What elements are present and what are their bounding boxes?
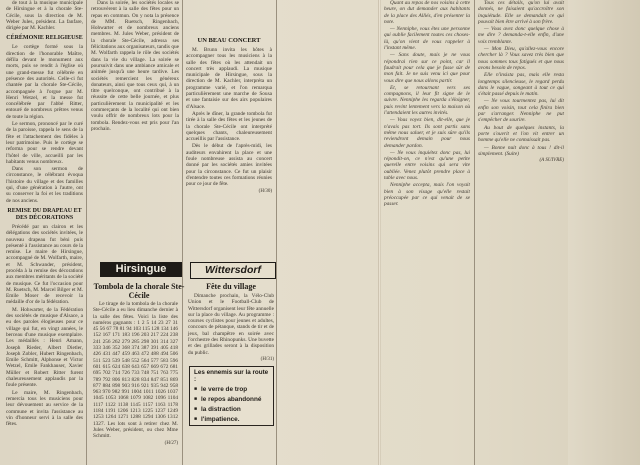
paragraph: M. Brunn invita les hôtes à accompagner tous les musiciens à la salle des fêtes où les attendait un concert très applaudi. La musique municipale de Hirsingue, sous la direction de M. Kachler, interpréta un programme varié, et l'on remarqua particulièrement une marche de Sousa et une fantaisie sur des airs populaires d'Alsace. (186, 47, 272, 110)
road-safety-box (189, 366, 274, 426)
page-fold (378, 0, 381, 465)
paragraph: — Mon Dieu, qu'allez-vous encore chercher là ? Vous savez très bien que nous sommes tous fatigués et que nous avons besoin de repos. (478, 46, 564, 71)
column-divider (86, 0, 87, 465)
paragraph: Tous ces détails, qu'on lui avait donnés, ne faisaient qu'accroître son inquiétude. Elle se demandait ce qui pouvait bien être arrivé à son frère. (478, 0, 564, 25)
list-item: ■ le repos abandonné (194, 395, 273, 405)
paragraph: Le maire, M. Ringenbach, remercia tous les musiciens pour leur dévouement au service de la commune et invita l'assistance au vin d'honneur servi à la salle des fêtes. (6, 389, 83, 428)
hirsingue-banner: Hirsingue (100, 262, 182, 277)
paragraph: M. Hohwarter, de la Fédération des sociétés de musique d'Alsace, a eu des paroles élogieuses pour ce village qui fut, en vingt années, le berceau d'une musique exemplaire. Les médaillés : Henri Amann, Joseph Rieder, Albert Dietler, Joseph Zobler, Hubert Ringenbach, Emile Schmitt, Alphonse et Victor Wetzel, Emile Fankhauser, Xavier Müller et Robert Ritter furent chaleureusement applaudis par la foule présente. (6, 306, 83, 389)
section-title-ceremonie: CÉRÉMONIE RELIGIEUSE (6, 35, 83, 42)
paragraph: — Nenniphe, vous êtes une personne qui oublie facilement toutes ces choses-là, qu'on vient de vous rappeler à l'instant même. (384, 26, 470, 52)
paragraph: Dans la soirée, les sociétés locales se retrouvèrent à la salle des fêtes pour un repas en commun. On y nota la présence de MM. Ruetsch, Ringenbach, Hohwarter et de nombreux anciens membres. M. Jules Weber, président de la chorale Ste-Cécile, adressa ses félicitations aux organisateurs, tandis que M. Wolfarth rappela le rôle des sociétés dans la vie du village. La soirée se poursuivit dans une ambiance amicale et animée jusqu'à une heure tardive. Les sociétés remercient les généreux donateurs, ainsi que tous ceux qui, à un titre quelconque, ont contribué à la réussite de cette belle journée, et plus particulièrement la municipalité et les commerçants de la localité qui ont bien voulu offrir de nombreux lots pour la tombola. Rendez-vous est pris pour l'an prochain. (91, 0, 179, 132)
article-signature: (H/27) (164, 440, 178, 446)
paragraph: Et, se retournant vers ses compagnons, il leur fit signe de le suivre. Nenniphe les regarda s'éloigner, puis revint lentement vers la maison où l'attendaient les autres invités. (384, 84, 470, 117)
road-safety-list (190, 385, 273, 425)
article-column-2 (91, 0, 179, 248)
intro-paragraph: de tout à la musique municipale de Hirsingue et à la chorale Ste-Cécile, sous la direction de M. Weber Jules, président. La fanfare, dirigée par M. Kachler. (6, 0, 83, 32)
paragraph: Nenniphe accepta, mais l'on voyait bien à son visage qu'elle restait préoccupée par ce qui venait de se passer. (384, 182, 470, 208)
fete-village-title: Fête du village (206, 282, 256, 291)
paragraph: — Vous avez donc quelque chose à me dire ? demanda-t-elle enfin, d'une voix tremblante. (478, 26, 564, 45)
serial-column-1 (384, 0, 470, 462)
paragraph: — Sans doute, mais je ne vous répondrai rien sur ce point, car il faudrait pour cela que je fusse sûr de mon fait. Je ne suis venu ici que pour vous dire que nous allons partir. (384, 52, 470, 84)
article-column-3 (186, 0, 272, 248)
paragraph: Elle n'insista pas, mais elle resta longtemps silencieuse, le regard perdu dans le vague, songeant à tout ce qui s'était passé depuis le matin. (478, 72, 564, 98)
article-column-1 (6, 0, 83, 462)
wittersdorf-banner: Wittersdorf (190, 262, 276, 279)
paragraph: Le sermon, prononcé par le curé de la paroisse, rappela le sens de la fête et l'attachement des fidèles à leur patrimoine. Puis le cortège se reforma pour se rendre devant l'hôtel de ville, accueilli par les habitants venus nombreux. (6, 121, 83, 165)
paragraph: Dès le début de l'après-midi, les auditeurs envahirent la place et une foule nombreuse assista au concert donné par les sociétés amies invitées pour la circonstance. Ce fut un plaisir d'entendre toutes ces formations réunies pour ce jour de fête. (186, 143, 272, 188)
article-signature: (H/31) (260, 356, 274, 362)
tombola-article (93, 301, 178, 461)
list-item: ■ le verre de trop (194, 385, 273, 395)
paragraph: — Vous voyez bien, dit-elle, que je n'avais pas tort. Ils sont partis sans même nous saluer, et je suis sûre qu'ils reviendront demain pour nous demander pardon. (384, 117, 470, 149)
section-title-drapeau: REMISE DU DRAPEAU ET DES DÉCORATIONS (7, 207, 82, 221)
paragraph: Au bout de quelques instants, la porte s'ouvrit et l'on vit entrer un homme qu'elle ne connaissait pas. (478, 124, 564, 144)
column-divider (474, 0, 475, 465)
paragraph: — Ne vous tourmentez pas, lui dit enfin son voisin, tout cela finira bien par s'arranger. Nenniphe ne put s'empêcher de sourire. (478, 98, 564, 124)
concert-title: UN BEAU CONCERT (197, 37, 261, 44)
serial-column-2 (478, 0, 564, 462)
paragraph: Quant au repas de nos voisins à cette heure, on dut demander aux habitants de la place des Alliés, d'en présenter la note. (384, 0, 470, 25)
tombola-title: Tombola de la chorale Ste-Cécile (93, 282, 185, 300)
column-divider (276, 0, 277, 465)
paragraph: Précédé par un clairon et les délégations des sociétés invitées, le nouveau drapeau fut béni puis présenté à l'assistance au cours de la remise. Le maire de Hirsingue, accompagné de M. Wolfarth, maire, et M. Schwander, président, procéda à la remise des décorations aux membres méritants de la société de musique. Ce fut l'occasion pour M. Ruetsch, M. Marcel Bilger et M. Emile Moser de recevoir la médaille d'or de la fédération. (6, 223, 83, 306)
list-item: ■ l'impatience. (194, 415, 273, 425)
road-safety-title: Les ennemis sur la route : (194, 369, 269, 383)
list-item: ■ la distraction (194, 405, 273, 415)
paragraph: Dans son sermon de circonstance, le célébrant évoqua l'histoire du village et des familles qui, d'une génération à l'autre, ont su conserver la foi et les traditions de nos anciens. (6, 166, 83, 204)
article-signature: (A SUIVRE) (539, 158, 564, 164)
paragraph: — Bonne nuit donc à tous ! dit-il simplement. (Suite) (478, 144, 564, 157)
paragraph: Le cortège formé sous la direction de l'honorable Maître, défila devant le monument aux morts, puis se rendit à l'église où une grand-messe fut célébrée en présence des autorités. Celle-ci fut chantée par la chorale Ste-Cécile, accompagnée à l'orgue par M. Henri Wetzel, et la messe fut concélébrée par l'abbé Ritter, entouré de nombreux prêtres venus de toute la région. (6, 44, 83, 120)
article-signature: (H/30) (258, 188, 272, 194)
page-margin (568, 0, 640, 465)
paragraph: Le tirage de la tombola de la chorale Ste-Cécile a eu lieu dimanche dernier à la salle des fêtes. Voici la liste des numéros gagnants : 1 2 5 14 23 27 31 45 56 67 78 81 94 103 115 128 134 146 152 167 171 183 196 203 217 224 238 241 256 262 279 285 298 301 314 327 333 346 352 368 374 387 391 405 418 426 431 447 459 463 472 488 494 506 511 523 539 548 552 564 577 583 596 601 615 624 638 643 657 669 672 681 695 702 714 726 733 748 751 763 775 789 792 806 813 828 834 847 851 869 877 884 898 903 916 921 935 942 958 963 970 982 991 1004 1011 1026 1037 1045 1053 1068 1079 1082 1096 1104 1117 1122 1138 1145 1157 1163 1178 1184 1191 1206 1213 1225 1237 1249 1253 1264 1271 1288 1294 1306 1312 1327. Les lots sont à retirer chez M. Jules Weber, président, ou chez Mme Schmitt. (93, 301, 178, 440)
paragraph: — Ne vous inquiétez donc pas, lui répondit-on, ce n'est qu'une petite querelle entre voisins qui sera vite oubliée. Venez plutôt prendre place à table avec nous. (384, 149, 470, 182)
paragraph: Après le dîner, la grande tombola fut tirée à la salle des fêtes et les jeunes de la chorale Ste-Cécile ont interprété quelques chants, chaleureusement accueillis par l'assistance. (186, 110, 272, 143)
wittersdorf-article (188, 293, 274, 362)
paragraph: Dimanche prochain, la Vélo-Club Union et le Football-Club de Wittersdorf organisent leur fête annuelle sur la place du village. Au programme : courses cyclistes pour jeunes et adultes, concours de pétanque, stands de tir et de jeux, bal champêtre en soirée avec l'orchestre des Rhinopunks. Une buvette et des grillades seront à la disposition du public. (188, 293, 274, 356)
column-divider (182, 0, 183, 465)
